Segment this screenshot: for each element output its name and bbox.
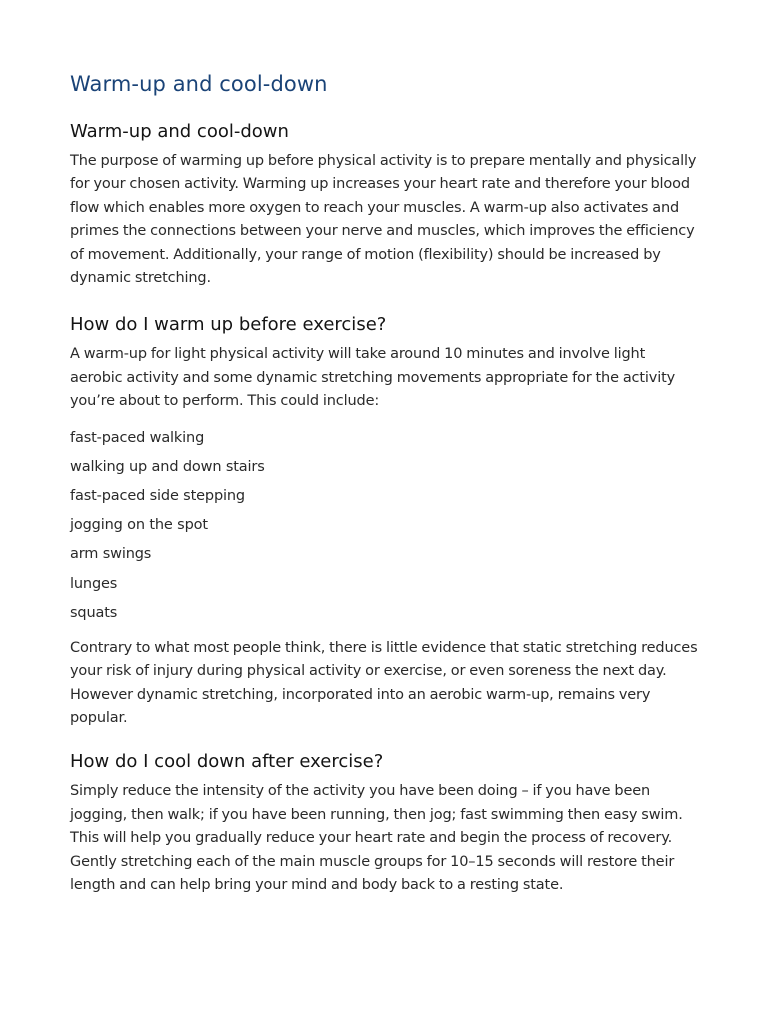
list-item: lunges [70, 575, 118, 592]
section-heading-warm-up: How do I warm up before exercise? [70, 314, 387, 336]
intro-paragraph: The purpose of warming up before physical activity is to prepare mentally and physically for your chosen activity. Warming up increases your heart rate and therefore your blood flow which enables more oxygen to reach your muscles. A warm-up also activates and primes the connections between your nerve and muscles, which improves the efficiency of movement. Additionally, your range of motion (flexibility) should be increased by dynamic stretching. [70, 153, 697, 287]
section-heading-cool-down: How do I cool down after exercise? [70, 751, 384, 773]
page-title: Warm-up and cool-down [70, 72, 328, 96]
list-item: jogging on the spot [70, 517, 208, 534]
list-item: fast-paced side stepping [70, 488, 245, 505]
warm-up-activity-list [70, 429, 700, 622]
list-item: fast-paced walking [70, 429, 205, 446]
section-heading-warm-up-and-cool-down: Warm-up and cool-down [70, 121, 289, 142]
list-item: squats [70, 604, 118, 621]
cool-down-paragraph: Simply reduce the intensity of the activity you have been doing – if you have been jogging, then walk; if you have been running, then jog; fast swimming then easy swim. This will help you gradually reduce your heart rate and begin the process of recovery. Gently stretching each of the main muscle groups for 10–15 seconds will restore their length and can help bring your mind and body back to a resting state. [70, 783, 683, 894]
document-page [70, 66, 700, 897]
list-item: walking up and down stairs [70, 458, 265, 475]
warm-up-paragraph: A warm-up for light physical activity will take around 10 minutes and involve light aerobic activity and some dynamic stretching movements appropriate for the activity you’re about to perform. This could include: [70, 346, 676, 410]
list-item: arm swings [70, 546, 152, 563]
stretching-paragraph: Contrary to what most people think, there is little evidence that static stretching reduces your risk of injury during physical activity or exercise, or even soreness the next day. However dynamic stretching, incorporated into an aerobic warm-up, remains very popular. [70, 639, 698, 726]
